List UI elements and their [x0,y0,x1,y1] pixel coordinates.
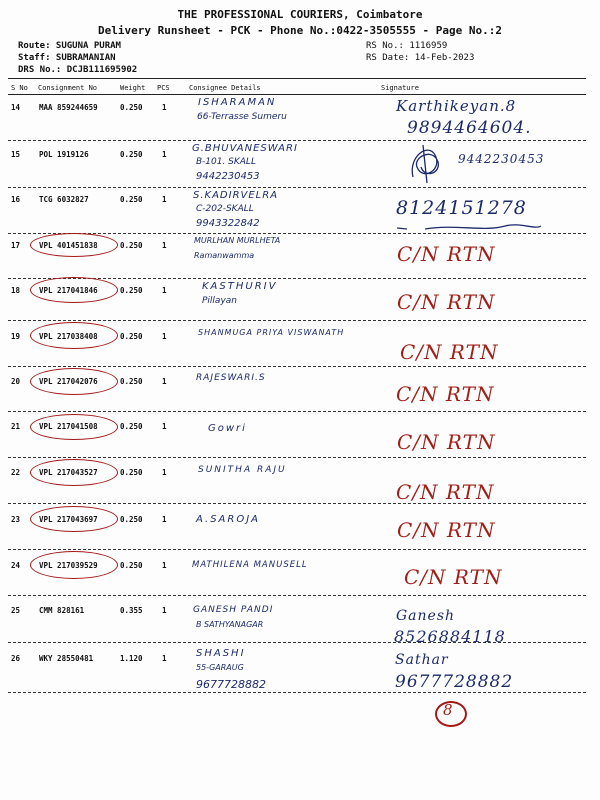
consignee-name: MURLHAN MURLHETA [194,236,281,245]
row-divider [8,457,586,458]
col-header-pcs: PCS [157,84,170,92]
runsheet-title: Delivery Runsheet - PCK - Phone No.:0422-3505555 - Page No.:2 [98,24,502,37]
row-consignment: VPL 401451838 [39,241,98,250]
staff-field: Staff: SUBRAMANIAN [18,53,116,63]
row-pcs: 1 [162,561,167,570]
signature-phone: 9442230453 [458,152,545,166]
col-header-consignee: Consignee Details [189,84,261,92]
consignee-name: RAJESWARI.S [196,373,266,383]
col-header-sno: S No [11,84,28,92]
signature-status: C/N RTN [397,430,496,454]
row-consignment: WKY 28550481 [39,654,94,663]
row-divider [8,595,586,596]
marker-circle-icon [30,459,118,486]
col-header-weight: Weight [120,84,146,92]
signature-status: C/N RTN [397,242,496,266]
row-divider [8,503,586,504]
signature-text: Karthikeyan.8 [396,97,517,115]
consignee-address: B-101. SKALL [196,157,256,167]
row-weight: 0.250 [120,150,143,159]
row-divider [8,692,586,693]
row-weight: 0.250 [120,195,143,204]
row-weight: 0.250 [120,286,143,295]
row-sno: 22 [11,468,21,477]
row-weight: 0.250 [120,377,143,386]
marker-circle-icon [30,414,118,440]
row-sno: 14 [11,103,21,112]
consignee-name: KASTHURIV [202,281,278,292]
signature-status: C/N RTN [396,382,495,406]
table-top-rule [8,78,586,79]
consignee-name: Gowri [208,423,247,434]
consignee-address: C-202-SKALL [196,204,254,214]
row-sno: 25 [11,606,21,615]
row-pcs: 1 [162,468,167,477]
row-consignment: VPL 217041846 [39,286,98,295]
row-consignment: VPL 217039529 [39,561,98,570]
row-pcs: 1 [162,241,167,250]
row-weight: 0.250 [120,422,143,431]
row-weight: 0.250 [120,468,143,477]
row-sno: 23 [11,515,21,524]
signature-status: C/N RTN [397,518,496,542]
header-left-block [18,40,137,76]
marker-circle-icon [30,233,118,257]
row-weight: 0.250 [120,332,143,341]
company-title: THE PROFESSIONAL COURIERS, Coimbatore [177,8,423,21]
scribble-signature-icon [403,137,448,187]
marker-circle-icon [30,368,118,395]
row-divider [8,187,586,188]
row-divider [8,140,586,141]
row-sno: 26 [11,654,21,663]
consignee-name: SHASHI [196,648,246,659]
marker-circle-icon [30,277,118,303]
row-consignment: VPL 217041508 [39,422,98,431]
consignee-address: Ramanwamma [194,251,255,260]
row-sno: 15 [11,150,21,159]
row-pcs: 1 [162,654,167,663]
row-pcs: 1 [162,103,167,112]
row-pcs: 1 [162,286,167,295]
table-header-rule [8,94,586,95]
consignee-name: A.SAROJA [196,514,261,525]
rs-date-field: RS Date: 14-Feb-2023 [366,53,475,63]
route-field: Route: SUGUNA PURAM [18,41,121,51]
row-weight: 0.250 [120,241,143,250]
signature-text: Ganesh [396,608,456,624]
row-consignment: VPL 217042076 [39,377,98,386]
row-weight: 0.355 [120,606,143,615]
row-sno: 20 [11,377,21,386]
signature-status: C/N RTN [404,565,503,589]
marker-circle-icon [30,506,118,532]
row-sno: 16 [11,195,21,204]
rs-number-field: RS No.: 1116959 [366,41,448,51]
row-sno: 18 [11,286,21,295]
row-divider [8,549,586,550]
consignee-name: MATHILENA MANUSELL [192,560,308,570]
col-header-signature: Signature [381,84,419,92]
signature-status: C/N RTN [400,340,499,364]
row-sno: 24 [11,561,21,570]
row-consignment: CMM 828161 [39,606,85,615]
row-sno: 21 [11,422,21,431]
row-pcs: 1 [162,332,167,341]
row-consignment: POL 1919126 [39,150,89,159]
signature-text: Sathar [395,652,449,668]
marker-circle-icon [30,322,118,349]
row-consignment: VPL 217043527 [39,468,98,477]
row-consignment: MAA 859244659 [39,103,98,112]
consignee-address: B SATHYANAGAR [196,620,264,629]
row-divider [8,411,586,412]
col-header-consignment: Consignment No [38,84,98,92]
header-right-block [366,40,474,64]
consignee-address: Pillayan [202,296,237,306]
consignee-name: ISHARAMAN [198,97,277,108]
row-sno: 19 [11,332,21,341]
signature-status: C/N RTN [397,290,496,314]
row-weight: 0.250 [120,561,143,570]
row-divider [8,366,586,367]
row-weight: 0.250 [120,103,143,112]
row-consignment: VPL 217038408 [39,332,98,341]
consignee-address: 55-GARAUG [196,663,244,672]
row-pcs: 1 [162,606,167,615]
consignee-name: SUNITHA RAJU [198,465,287,475]
signature-phone: 9894464604. [407,118,532,138]
consignee-address: 66-Terrasse Sumeru [197,112,287,122]
consignee-phone: 9943322842 [196,218,260,229]
consignee-name: S.KADIRVELRA [193,190,279,201]
consignee-phone: 9677728882 [196,678,266,691]
row-pcs: 1 [162,150,167,159]
consignee-phone: 9442230453 [196,171,260,182]
row-divider [8,642,586,643]
marker-circle-icon [30,551,118,579]
row-weight: 1.120 [120,654,143,663]
row-consignment: VPL 217043697 [39,515,98,524]
row-divider [8,320,586,321]
row-consignment: TCG 6032827 [39,195,89,204]
drs-field: DRS No.: DCJB111695902 [18,65,138,75]
signature-phone: 8526884118 [394,627,506,646]
row-pcs: 1 [162,377,167,386]
page-count-text: 8 [443,701,454,719]
row-weight: 0.250 [120,515,143,524]
consignee-name: GANESH PANDI [193,605,274,615]
row-pcs: 1 [162,422,167,431]
consignee-name: G.BHUVANESWARI [192,143,298,154]
row-sno: 17 [11,241,21,250]
signature-phone: 9677728882 [395,672,514,692]
signature-text: 8124151278 [396,197,527,219]
signature-status: C/N RTN [396,480,495,504]
row-pcs: 1 [162,515,167,524]
consignee-name: SHANMUGA PRIYA VISWANATH [198,328,345,337]
row-pcs: 1 [162,195,167,204]
